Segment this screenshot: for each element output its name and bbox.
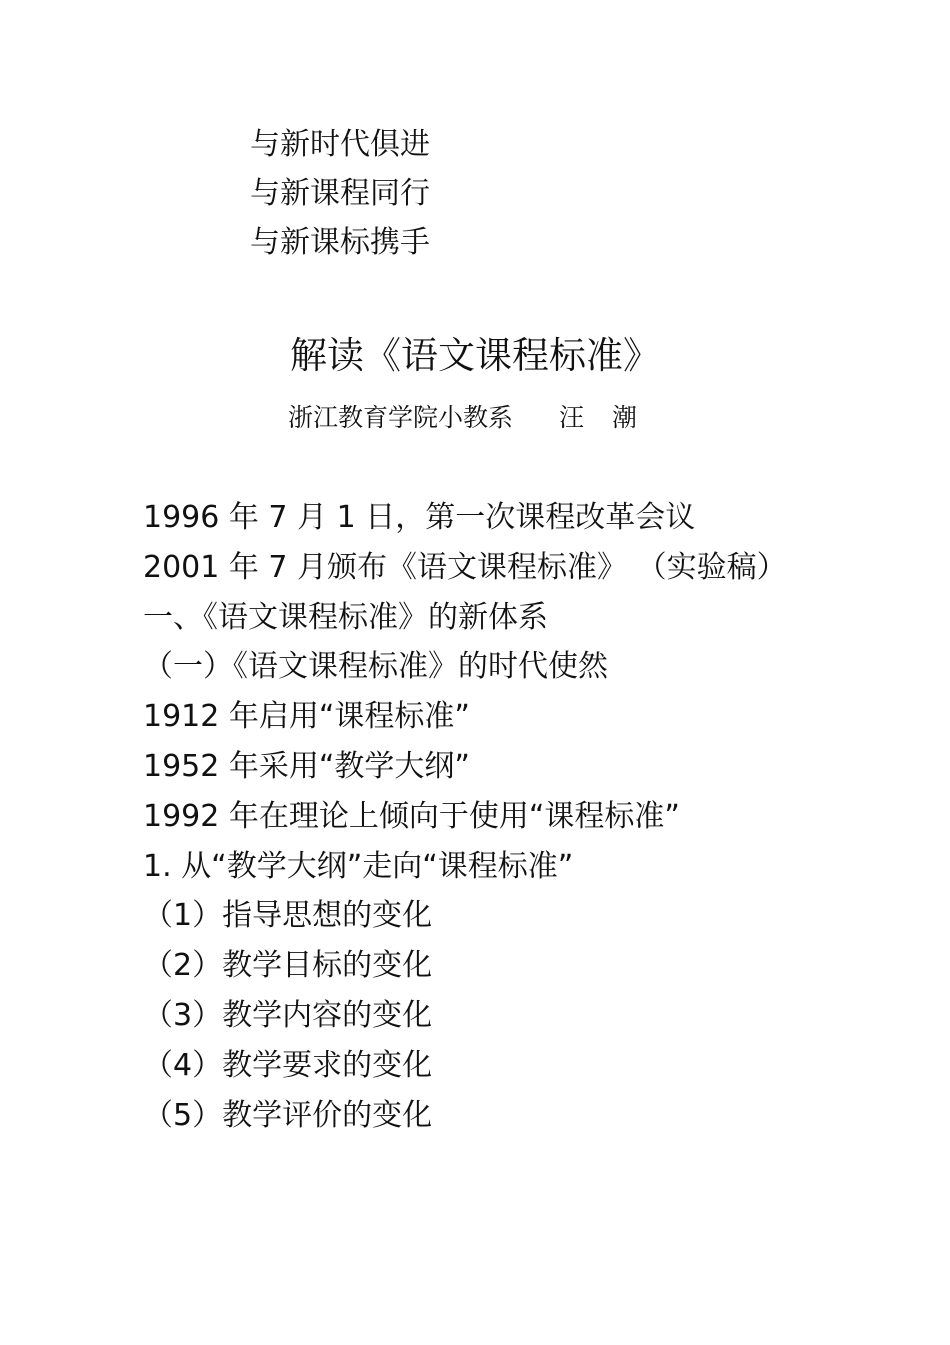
text-line: 1952 年采用“教学大纲” bbox=[143, 748, 470, 784]
list-item: （1）指导思想的变化 bbox=[143, 898, 433, 934]
author-name: 汪 潮 bbox=[559, 403, 647, 432]
text-line: 1912 年启用“课程标准” bbox=[143, 699, 470, 735]
section-heading: 一、《语文课程标准》的新体系 bbox=[143, 599, 548, 635]
text-line: 1992 年在理论上倾向于使用“课程标准” bbox=[143, 798, 680, 834]
slogan-line: 与新时代俱进 bbox=[250, 127, 430, 162]
document-title: 解读《语文课程标准》 bbox=[290, 334, 660, 377]
slogan-line: 与新课程同行 bbox=[250, 176, 430, 211]
body-text bbox=[143, 493, 943, 1140]
numbered-heading: 1. 从“教学大纲”走向“课程标准” bbox=[143, 848, 574, 884]
list-item: （2）教学目标的变化 bbox=[143, 948, 433, 984]
subsection-heading: （一）《语文课程标准》的时代使然 bbox=[143, 649, 608, 685]
slogan-line: 与新课标携手 bbox=[250, 225, 430, 260]
author-affiliation: 浙江教育学院小教系 bbox=[288, 403, 514, 432]
byline bbox=[288, 398, 647, 438]
text-line: 2001 年 7 月颁布《语文课程标准》 （实验稿） bbox=[143, 549, 787, 585]
slogan-block bbox=[250, 120, 430, 267]
list-item: （5）教学评价的变化 bbox=[143, 1097, 433, 1133]
list-item: （3）教学内容的变化 bbox=[143, 997, 433, 1033]
list-item: （4）教学要求的变化 bbox=[143, 1047, 433, 1083]
text-line: 1996 年 7 月 1 日，第一次课程改革会议 bbox=[143, 500, 696, 535]
